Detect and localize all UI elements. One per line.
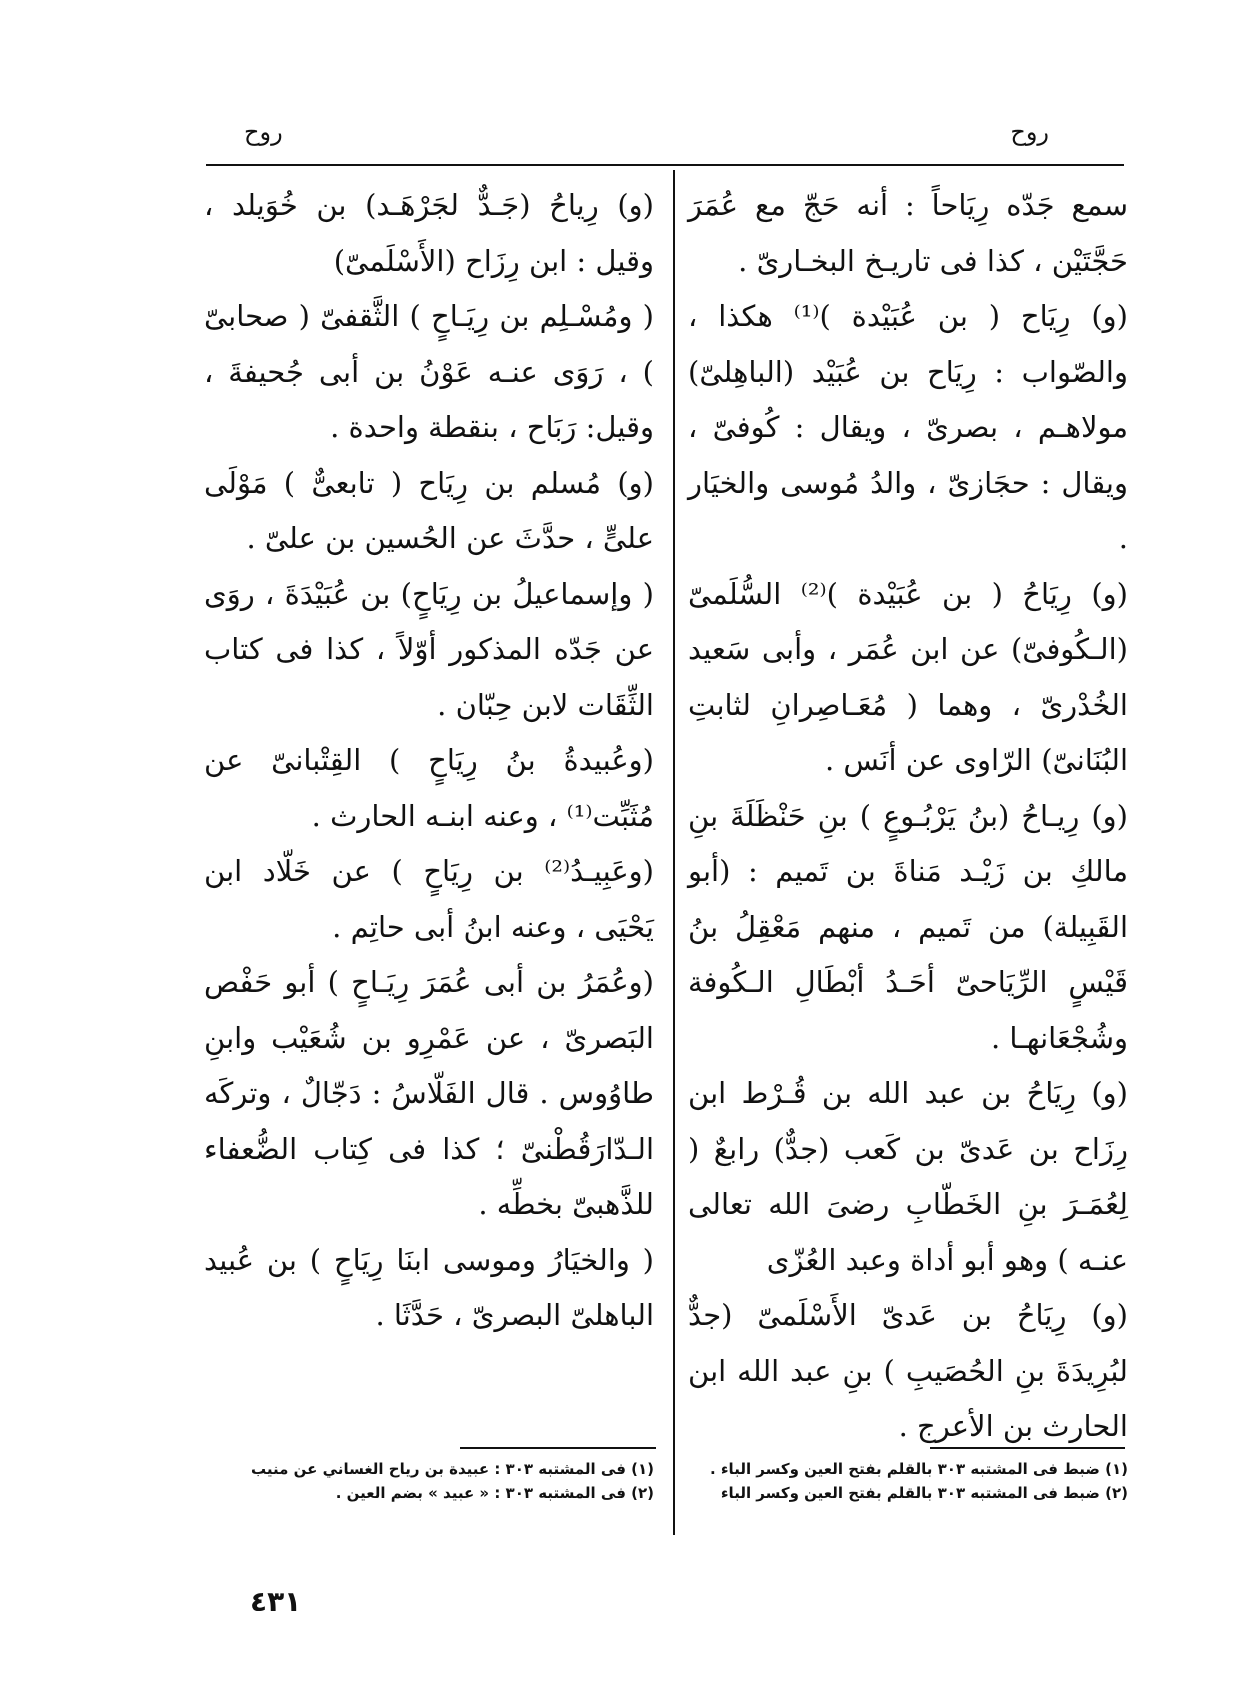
entry-paragraph: (و) رِيـاحُ (بنُ يَرْبُـوعٍ ) بنِ حَنْظَلَةَ بنِ مالكِ بن زَيْـد مَناةَ بن تَميم : (أبو القَبِيلة) من تَميم ، منهم مَعْقِلُ بنُ قَيْسٍ الرِّيَاحىّ أحَـدُ أبْطَالِ الـكُوفة وشُجْعَانهـا . bbox=[688, 798, 1128, 1055]
entry-paragraph: (وعَبِيـدُ⁽²⁾ بن رِيَاحٍ ) عن خَلّاد ابن يَحْيَى ، وعنه ابنُ أبى حاتِم . bbox=[204, 854, 654, 944]
entry-paragraph: ( والخيَارُ وموسى ابنَا رِيَاحٍ ) بن عُبيد الباهلىّ البصرىّ ، حَدَّثَا . bbox=[204, 1242, 654, 1332]
footnotes-left bbox=[204, 1457, 654, 1505]
entry-paragraph: (وعُمَرُ بن أبى عُمَرَ رِيَـاحٍ ) أبو حَفْص البَصرىّ ، عن عَمْرِو بن شُعَيْب وابنِ طاوُوس . قال الفَلّاسُ : دَجّالٌ ، وتركَه الـدّارَقُطْنىّ ؛ كذا فى كِتاب الضُّعفاء للذَّهبىّ بخطِّه . bbox=[204, 965, 654, 1221]
footnote-rule-right bbox=[930, 1447, 1125, 1449]
running-header-right: روح bbox=[1010, 118, 1049, 146]
entry-paragraph: سمع جَدّه رِيَاحاً : أنه حَجّ مع عُمَرَ حَجَّتَيْن ، كذا فى تاريـخ البخـارىّ . bbox=[688, 188, 1128, 278]
entry-paragraph: (و) رِيَاحُ ( بن عُبَيْدة )⁽²⁾ السُّلَمىّ (الـكُوفىّ) عن ابن عُمَر ، وأبى سَعيد الخُدْرىّ ، وهما ( مُعَـاصِرانِ لثابتِ البُنَانىّ) الرّاوى عن أنَس . bbox=[688, 576, 1128, 777]
footnote: (٢) ضبط فى المشتبه ٣٠٣ بالقلم بفتح العين وكسر الباء bbox=[720, 1484, 1128, 1502]
entry-paragraph: (و) مُسلم بن رِيَاح ( تابعىٌّ ) مَوْلَى علىٍّ ، حدَّثَ عن الحُسين بن علىّ . bbox=[204, 465, 654, 555]
footnotes-right bbox=[688, 1457, 1128, 1505]
left-column bbox=[204, 178, 654, 1344]
entry-paragraph: (و) رِياحُ (جَـدٌّ لجَرْهَـد) بن خُوَيلد ، وقيل : ابن رِزَاح (الأَسْلَمىّ) bbox=[204, 188, 654, 278]
header-rule bbox=[206, 164, 1124, 166]
column-divider bbox=[673, 170, 675, 1535]
footnote-rule-left bbox=[460, 1447, 656, 1449]
entry-paragraph: ( وإسماعيلُ بن رِيَاحٍ) بن عُبَيْدَةَ ، روَى عن جَدّه المذكور أوّلاً ، كذا فى كتاب الثِّقَات لابن حِبّان . bbox=[204, 576, 654, 722]
entry-paragraph: (و) رِيَاح ( بن عُبَيْدة )⁽¹⁾ هكذا ، والصّواب : رِيَاح بن عُبَيْد (الباهِلىّ) مولاهـم ، بصرىّ ، ويقال : كُوفىّ ، ويقال : حجَازىّ ، والدُ مُوسى والخيَار . bbox=[688, 299, 1128, 555]
footnote: (١) ضبط فى المشتبه ٣٠٣ بالقلم بفتح العين وكسر الباء . bbox=[709, 1460, 1128, 1478]
entry-paragraph: (و) رِيَاحُ بن عَدىّ الأَسْلَمىّ (جدٌّ لبُرِيدَةَ بنِ الحُصَيبِ ) بنِ عبد الله ابن الحارث بن الأعرج . bbox=[688, 1298, 1128, 1443]
footnote: (٢) فى المشتبه ٣٠٣ : « عبيد » بضم العين . bbox=[335, 1484, 654, 1502]
footnote: (١) فى المشتبه ٣٠٣ : عبيدة بن رياح الغساني عن منيب bbox=[251, 1460, 654, 1478]
entry-paragraph: (وعُبيدةُ بنُ رِيَاحٍ ) القِتْبانىّ عن مُثَبِّت⁽¹⁾ ، وعنه ابنـه الحارث . bbox=[204, 743, 654, 833]
right-column bbox=[688, 178, 1128, 1455]
entry-paragraph: (و) رِيَاحُ بن عبد الله بن قُـرْط ابن رِزَاح بن عَدىّ بن كَعب (جدٌّ) رابعٌ ( لِعُمَـرَ بنِ الخَطّابِ رضىَ الله تعالى عنـه ) وهو أبو أداة وعبد العُزّى bbox=[688, 1076, 1128, 1277]
page-number: ٤٣١ bbox=[250, 1585, 302, 1618]
running-header-left: روح bbox=[244, 118, 283, 146]
entry-paragraph: ( ومُسْـلِم بن رِيَـاحٍ ) الثَّقفىّ ( صحابىّ ) ، رَوَى عنـه عَوْنُ بن أبى جُحيفةَ ، وقيل: رَبَاح ، بنقطة واحدة . bbox=[204, 299, 654, 444]
